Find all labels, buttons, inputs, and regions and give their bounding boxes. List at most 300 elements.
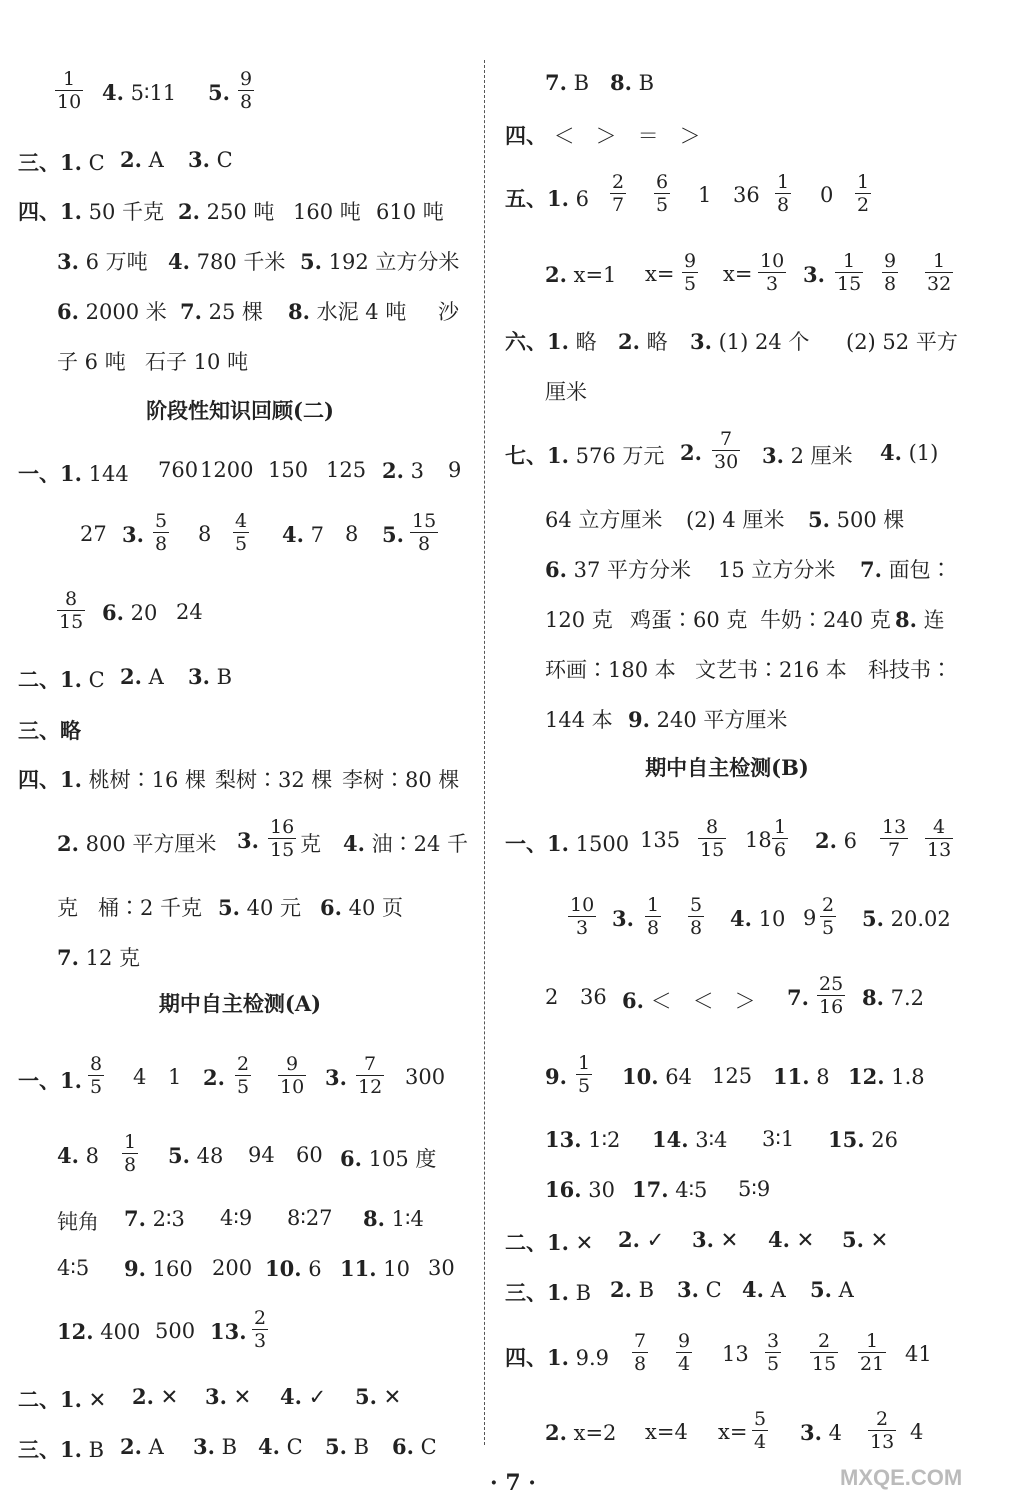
answer-number: 9. (628, 707, 650, 732)
answer-item (355, 1384, 401, 1409)
fraction-numerator: 9 (884, 250, 897, 272)
answer-item (618, 326, 668, 356)
answer-text: 4∶9 (220, 1206, 253, 1230)
answer-item (57, 1319, 140, 1344)
answer-number: 4. (730, 906, 752, 931)
answer-text: x=4 (645, 1420, 688, 1444)
fraction (882, 250, 898, 295)
answer-item (158, 458, 198, 482)
answer-item (810, 1277, 854, 1302)
answer-item (18, 664, 105, 694)
fraction-denominator: 3 (254, 1330, 267, 1352)
answer-item (102, 600, 157, 625)
answer-item (803, 906, 816, 930)
answer-text: 文艺书∶216 本 (695, 658, 847, 682)
answer-number: 6. (545, 557, 567, 582)
answer-text: 1200 (200, 458, 254, 482)
answer-text: (1) (901, 441, 939, 465)
answer-text: 760 (158, 458, 199, 482)
answer-number: 13. (545, 1127, 582, 1152)
answer-text: 李树∶80 棵 (342, 768, 460, 792)
fraction-denominator: 5 (90, 1076, 103, 1098)
fraction-denominator: 12 (358, 1076, 383, 1098)
answer-text: 27 (80, 522, 107, 546)
answer-number: 15. (828, 1127, 865, 1152)
answer-number: 6. (57, 299, 79, 324)
fraction-denominator: 7 (612, 194, 625, 216)
fraction (880, 816, 908, 861)
answer-number: 四、1. (18, 767, 82, 792)
answer-item (124, 1206, 185, 1231)
answer-number: 9. (545, 1064, 567, 1089)
answer-number: 6. (392, 1434, 414, 1459)
answer-text: 克 (300, 832, 321, 856)
answer-number: 5. (862, 906, 884, 931)
answer-text: 50 千克 (81, 200, 165, 224)
answer-number: 5. (842, 1227, 864, 1252)
answer-item (215, 764, 332, 794)
answer-text: 125 (712, 1064, 753, 1088)
answer-text: 略 (568, 330, 597, 354)
answer-text: 4 (821, 1421, 842, 1445)
answer-item (880, 440, 938, 465)
answer-item (188, 147, 233, 172)
answer-number: 8. (610, 70, 632, 95)
fraction (712, 428, 740, 473)
answer-text: 3∶4 (688, 1128, 728, 1152)
answer-text: 1500 (568, 832, 630, 856)
answer-item (280, 1384, 326, 1409)
answer-item (742, 1277, 786, 1302)
answer-text: ✕ (81, 1388, 107, 1412)
answer-item (545, 1420, 616, 1445)
fraction (233, 510, 249, 555)
answer-text: 钝角 (57, 1210, 99, 1234)
answer-item (18, 1434, 104, 1464)
answer-text: B (209, 665, 233, 689)
fraction-numerator: 7 (356, 1053, 384, 1076)
fraction-numerator: 13 (882, 816, 907, 838)
fraction-denominator: 7 (888, 839, 901, 861)
answer-item (842, 1227, 888, 1252)
answer-item (505, 1227, 593, 1257)
answer-number: 二、1. (505, 1230, 569, 1255)
answer-text: 36 (733, 183, 760, 207)
answer-text: 水泥 4 吨 (309, 300, 407, 324)
answer-item (686, 504, 784, 534)
answer-text: 5∶9 (738, 1177, 771, 1201)
answer-item (718, 1420, 747, 1444)
fraction (698, 816, 726, 861)
answer-number: 2. (618, 1227, 640, 1252)
fraction (775, 171, 791, 216)
answer-text: 20 (123, 601, 158, 625)
fraction-numerator: 1 (925, 250, 953, 273)
answer-text: 26 (864, 1128, 898, 1152)
answer-text: B (214, 1435, 238, 1459)
answer-item (545, 654, 676, 684)
fraction-denominator: 8 (690, 917, 703, 939)
fraction-numerator: 25 (819, 973, 844, 995)
answer-number: 8. (895, 607, 917, 632)
answer-text: A (141, 665, 164, 689)
answer-text: ✕ (153, 1385, 179, 1409)
answer-number: 六、1. (505, 329, 569, 354)
answer-text: 144 本 (545, 708, 613, 732)
answer-text: 6 万吨 (78, 250, 148, 274)
answer-item (326, 458, 366, 482)
answer-item (18, 458, 129, 488)
answer-item (376, 196, 444, 226)
answer-item (57, 1206, 99, 1236)
fraction-numerator: 6 (656, 171, 669, 193)
answer-text: 6 (301, 1257, 322, 1281)
answer-item (265, 1256, 322, 1281)
answer-item (738, 1177, 770, 1201)
answer-text: B (566, 71, 590, 95)
answer-number: 6. (340, 1146, 362, 1171)
answer-item (208, 80, 230, 105)
answer-item (645, 1420, 688, 1444)
fraction-numerator: 4 (235, 510, 248, 532)
answer-item (690, 326, 809, 356)
answer-text: A (831, 1278, 854, 1302)
answer-text: 9.9 (568, 1346, 610, 1370)
answer-text: C (81, 668, 105, 692)
answer-text: 15 立方分米 (718, 558, 836, 582)
fraction-numerator: 9 (684, 250, 697, 272)
answer-text: 40 元 (239, 896, 302, 920)
answer-number: 5. (208, 80, 230, 105)
answer-number: 二、1. (18, 1387, 82, 1412)
answer-item (268, 458, 308, 482)
fraction-denominator: 13 (870, 1431, 895, 1453)
answer-item (57, 942, 140, 972)
answer-number: 3. (612, 906, 634, 931)
answer-item (343, 828, 468, 858)
answer-number: 5. (325, 1434, 347, 1459)
fraction (820, 894, 836, 939)
answer-text: ✕ (226, 1385, 252, 1409)
answer-item (340, 1143, 436, 1173)
answer-text: B (81, 1438, 105, 1462)
answer-text: ✕ (568, 1231, 594, 1255)
answer-text: 梨树∶32 棵 (215, 768, 333, 792)
answer-text: 240 平方厘米 (649, 708, 788, 732)
answer-item (800, 1420, 842, 1445)
answer-text: 250 吨 (199, 200, 275, 224)
fraction-denominator: 8 (884, 273, 897, 295)
answer-text: 9 (803, 906, 817, 930)
answer-text: 160 (145, 1257, 193, 1281)
answer-item (287, 1206, 333, 1230)
answer-number: 一、1. (505, 831, 569, 856)
fraction (238, 68, 254, 113)
answer-item (218, 892, 301, 922)
fraction-denominator: 15 (837, 273, 862, 295)
answer-item (505, 440, 664, 470)
answer-text: 4 (910, 1420, 924, 1444)
fraction (654, 171, 670, 216)
fraction-denominator: 5 (656, 194, 669, 216)
fraction (858, 1330, 886, 1375)
answer-item (868, 654, 952, 684)
answer-item (622, 1064, 692, 1089)
answer-text: ＜ ＜ ＞ (643, 989, 756, 1013)
answer-item (342, 764, 459, 794)
answer-item (760, 604, 891, 634)
answer-number: 2. (618, 329, 640, 354)
fraction (610, 171, 626, 216)
answer-number: 2. (120, 147, 142, 172)
answer-item (122, 522, 144, 547)
answer-item (628, 704, 787, 734)
answer-item (120, 147, 164, 172)
answer-text: x= (723, 262, 753, 286)
answer-item (282, 522, 324, 547)
answer-text: (2) 52 平方 (846, 330, 958, 354)
fraction-numerator: 1 (124, 1131, 137, 1153)
fraction-denominator: 8 (647, 917, 660, 939)
fraction-numerator: 1 (55, 68, 83, 91)
answer-text: C (413, 1435, 437, 1459)
answer-number: 7. (787, 985, 809, 1010)
answer-number: 4. (168, 249, 190, 274)
answer-item (168, 1065, 181, 1089)
answer-text: 桃树∶16 棵 (81, 768, 207, 792)
fraction-denominator: 2 (857, 194, 870, 216)
fraction-numerator: 4 (925, 816, 953, 839)
answer-item (618, 1227, 664, 1252)
fraction-numerator: 2 (810, 1330, 838, 1353)
answer-text: 12 克 (78, 946, 141, 970)
answer-text: (1) 24 个 (711, 330, 810, 354)
answer-item (188, 664, 232, 689)
answer-text: 面包∶ (881, 558, 952, 582)
answer-number: 3. (205, 1384, 227, 1409)
fraction-denominator: 10 (280, 1076, 305, 1098)
answer-text: x= (718, 1420, 748, 1444)
fraction-denominator: 6 (774, 839, 787, 861)
answer-text: 120 克 (545, 608, 613, 632)
fraction-denominator: 10 (57, 91, 82, 113)
fraction-numerator: 2 (237, 1053, 250, 1075)
answer-item (610, 1277, 654, 1302)
fraction (925, 250, 953, 295)
answer-number: 2. (120, 664, 142, 689)
answer-text: 64 立方厘米 (545, 508, 663, 532)
answer-number: 4. (343, 831, 365, 856)
answer-text: ✓ (639, 1228, 665, 1252)
fraction-denominator: 8 (418, 533, 431, 555)
fraction-numerator: 1 (578, 1052, 591, 1074)
answer-number: 2. (57, 831, 79, 856)
answer-item (57, 828, 216, 858)
answer-text: 200 (212, 1256, 253, 1280)
fraction-numerator: 2 (868, 1408, 896, 1431)
answer-item (180, 296, 263, 326)
answer-number: 10. (622, 1064, 659, 1089)
fraction (835, 250, 863, 295)
answer-item (203, 1065, 225, 1090)
answer-text: 8 (809, 1065, 830, 1089)
fraction-denominator: 8 (124, 1154, 137, 1176)
answer-text: 37 平方分米 (566, 558, 692, 582)
answer-text: 1∶2 (581, 1128, 621, 1152)
answer-item (57, 246, 148, 276)
answer-text: ＜ ＞ ＝ ＞ (547, 124, 701, 148)
answer-item (18, 764, 206, 794)
answer-item (545, 704, 613, 734)
fraction-numerator: 15 (412, 510, 437, 532)
answer-number: 3. (193, 1434, 215, 1459)
answer-item (132, 1384, 178, 1409)
fraction (855, 171, 871, 216)
answer-text: 环画∶180 本 (545, 658, 676, 682)
answer-item (652, 1127, 727, 1152)
answer-item (448, 458, 461, 482)
fraction-denominator: 16 (819, 996, 844, 1018)
answer-text: 克 (57, 896, 78, 920)
answer-number: 12. (57, 1319, 94, 1344)
answer-text: 2 (545, 985, 559, 1009)
answer-text: 3∶1 (762, 1127, 795, 1151)
fraction (568, 894, 596, 939)
answer-item (808, 504, 904, 534)
fraction (576, 1052, 592, 1097)
answer-item (57, 1143, 99, 1168)
answer-text: 20.02 (883, 907, 951, 931)
answer-item (862, 906, 951, 931)
answer-number: 4. (768, 1227, 790, 1252)
answer-item (632, 1177, 707, 1202)
answer-item (200, 458, 253, 482)
answer-number: 四、1. (18, 199, 82, 224)
answer-text: 石子 10 吨 (145, 350, 249, 374)
answer-number: 2. (545, 1420, 567, 1445)
answer-number: 三、1. (18, 150, 82, 175)
answer-text: 1∶4 (384, 1207, 424, 1231)
fraction (676, 1330, 692, 1375)
answer-item (730, 906, 785, 931)
answer-item (762, 1127, 794, 1151)
answer-text: B (346, 1435, 370, 1459)
answer-item (723, 262, 752, 286)
fraction-denominator: 15 (270, 839, 295, 861)
answer-text: 192 立方分米 (321, 250, 460, 274)
fraction-denominator: 8 (634, 1353, 647, 1375)
answer-item (545, 1127, 620, 1152)
answer-text: 18 (745, 828, 772, 852)
answer-text: 鸡蛋∶60 克 (630, 608, 748, 632)
answer-text: 1 (698, 183, 712, 207)
watermark: MXQE.COM (840, 1465, 963, 1490)
answer-number: 三、1. (18, 1437, 82, 1462)
answer-number: 2. (178, 199, 200, 224)
answer-item (622, 985, 756, 1015)
answer-item (505, 183, 589, 213)
answer-number: 2. (815, 828, 837, 853)
answer-item (698, 183, 711, 207)
answer-item (300, 828, 321, 858)
answer-item (57, 346, 126, 376)
fraction (235, 1053, 251, 1098)
answer-text: 13 (722, 1342, 749, 1366)
answer-text: B (631, 71, 655, 95)
section-heading: 阶段性知识回顾(二) (146, 398, 334, 423)
answer-item (102, 80, 176, 105)
answer-text: C (279, 1435, 303, 1459)
answer-text: x=2 (566, 1421, 617, 1445)
answer-item (505, 828, 629, 858)
answer-item (580, 985, 607, 1009)
answer-text: 科技书∶ (868, 658, 952, 682)
answer-text: A (141, 1435, 164, 1459)
answer-item (210, 1319, 247, 1344)
answer-number: 8. (862, 985, 884, 1010)
fraction-numerator: 8 (90, 1053, 103, 1075)
fraction (752, 1408, 768, 1453)
answer-number: 8. (363, 1206, 385, 1231)
fraction-numerator: 8 (698, 816, 726, 839)
answer-text: B (568, 1281, 592, 1305)
answer-number: 2. (680, 440, 702, 465)
answer-number: 3. (237, 828, 259, 853)
answer-item (773, 1064, 830, 1089)
answer-text: 7 (303, 523, 324, 547)
answer-item (645, 262, 674, 286)
fraction-numerator: 1 (777, 171, 790, 193)
answer-item (610, 70, 654, 95)
answer-item (382, 458, 424, 483)
answer-item (168, 1143, 223, 1168)
answer-item (787, 985, 809, 1010)
answer-item (145, 346, 248, 376)
fraction-denominator: 3 (576, 917, 589, 939)
answer-text: 5∶11 (123, 81, 177, 105)
answer-text: 64 (658, 1065, 692, 1089)
answer-item (733, 183, 760, 207)
answer-number: 3. (188, 147, 210, 172)
fraction (772, 816, 788, 861)
fraction (810, 1330, 838, 1375)
answer-text: 子 6 吨 (57, 350, 126, 374)
answer-item (176, 600, 203, 624)
answer-text: 3 (403, 459, 424, 483)
answer-text: x=1 (566, 263, 617, 287)
answer-text: 4∶5 (668, 1178, 708, 1202)
answer-item (438, 296, 459, 326)
answer-number: 5. (300, 249, 322, 274)
answer-item (18, 1065, 82, 1095)
answer-item (815, 828, 857, 853)
answer-text: 8 (198, 522, 212, 546)
answer-text: 36 (580, 985, 607, 1009)
answer-item (545, 70, 589, 95)
answer-text: 300 (405, 1065, 446, 1089)
page-number: · 7 · (490, 1470, 536, 1496)
answer-number: 13. (210, 1319, 247, 1344)
answer-item (505, 1277, 591, 1307)
answer-text: 2 厘米 (783, 444, 853, 468)
answer-item (505, 326, 597, 356)
answer-item (680, 440, 702, 465)
fraction-numerator: 3 (767, 1330, 780, 1352)
answer-number: 四、1. (505, 1345, 569, 1370)
answer-item (293, 196, 361, 226)
fraction-numerator: 1 (857, 171, 870, 193)
fraction (688, 894, 704, 939)
